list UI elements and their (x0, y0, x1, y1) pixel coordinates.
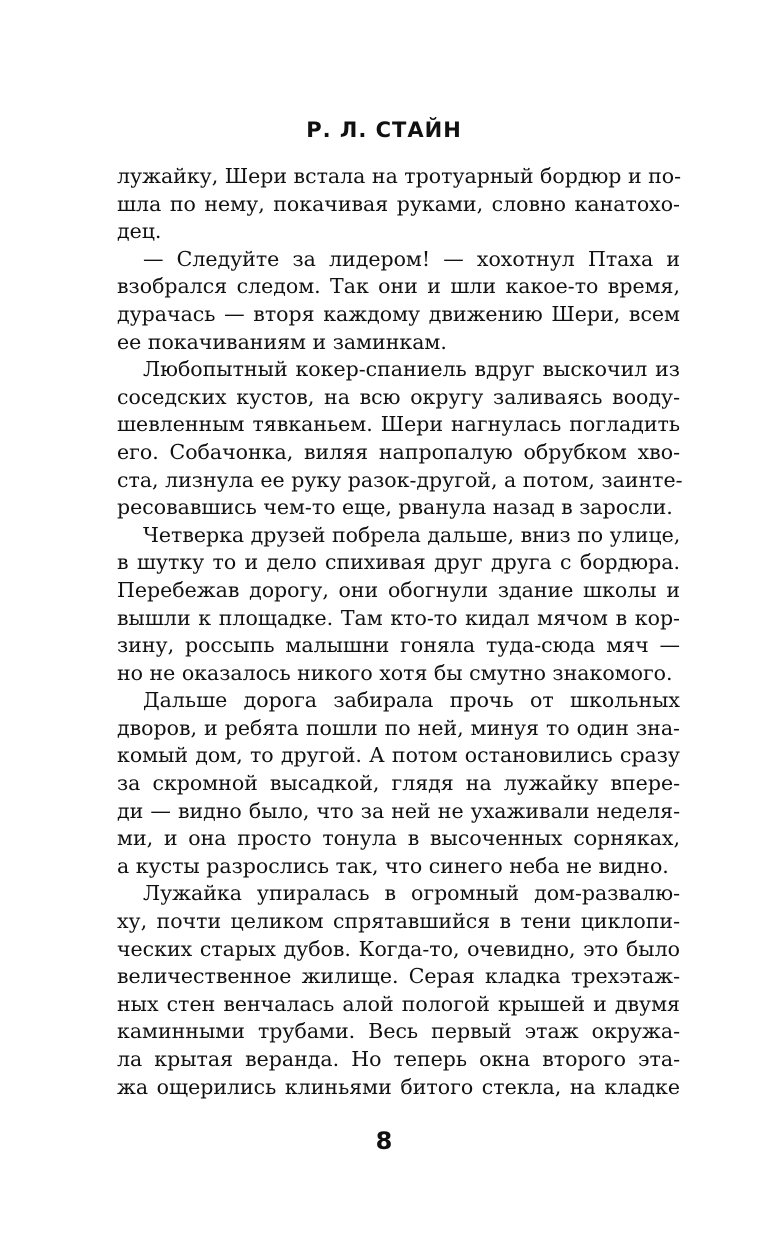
text-line: ху, почти целиком спрятавшийся в тени циклопи- (117, 909, 680, 934)
text-line: взобрался следом. Так они и шли какое-то время, (117, 274, 680, 299)
page-number: 8 (375, 1127, 393, 1155)
text-line: лужайку, Шери встала на тротуарный бордюр и по- (117, 164, 682, 188)
text-line: ла крытая веранда. Но теперь окна второго эта- (117, 1047, 680, 1071)
text-line: ди — видно было, что за ней не ухаживали неделя- (117, 798, 680, 823)
text-line: Любопытный кокер-спаниель вдруг выскочил из (143, 357, 680, 382)
text-line: в шутку то и дело спихивая друг друга с бордюра. (117, 550, 680, 575)
text-line: Четверка друзей побрела дальше, вниз по улице, (143, 522, 681, 547)
text-line: величественное жилище. Серая кладка трехэтаж- (117, 964, 680, 989)
text-line: соседских кустов, на всю округу заливаясь вооду- (117, 384, 680, 409)
text-line: шевленным тявканьем. Шери нагнулась погладить (117, 412, 680, 437)
text-line: вышли к площадке. Там кто-то кидал мячом в кор- (117, 605, 680, 630)
text-line: но не оказалось никого хотя бы смутно знакомого. (117, 660, 673, 685)
text-line: — Следуйте за лидером! — хохотнул Птаха и (143, 246, 680, 271)
text-line: дурачась — вторя каждому движению Шери, всем (117, 301, 680, 326)
text-line: шла по нему, покачивая руками, словно канатохо- (117, 191, 680, 216)
text-line: ми, и она просто тонула в высоченных сорняках, (117, 826, 680, 851)
text-line: каминными трубами. Весь первый этаж окружа- (117, 1019, 680, 1044)
text-line: комый дом, то другой. А потом остановились сразу (117, 743, 680, 768)
text-line: дворов, и ребята пошли по ней, минуя то один зна- (117, 715, 680, 740)
text-line: а кусты разрослись так, что синего неба не видно. (117, 853, 669, 878)
text-line: Перебежав дорогу, они обогнули здание школы и (117, 577, 680, 602)
text-line: его. Собачонка, виляя напропалую обрубком хво- (117, 439, 680, 464)
body-text (117, 163, 683, 1101)
text-line: ста, лизнула ее руку разок-другой, а потом, заинте- (117, 467, 683, 492)
text-line: за скромной высадкой, глядя на лужайку впере- (117, 771, 680, 796)
text-line: ресовавшись чем-то еще, рванула назад в заросли. (117, 495, 673, 520)
text-line: ных стен венчалась алой пологой крышей и двумя (117, 991, 680, 1016)
text-line: ее покачиваниям и заминкам. (117, 329, 447, 354)
text-line: Лужайка упиралась в огромный дом-развалю- (143, 881, 680, 906)
text-line: жа ощерились клиньями битого стекла, на кладке (117, 1074, 680, 1099)
text-line: зину, россыпь малышни гоняла туда-сюда мяч — (117, 633, 680, 658)
running-head-author: Р. Л. СТАЙН (306, 118, 462, 142)
text-line: ческих старых дубов. Когда-то, очевидно, это было (117, 936, 680, 961)
text-line: дец. (117, 219, 162, 244)
text-line: Дальше дорога забирала прочь от школьных (143, 688, 680, 713)
